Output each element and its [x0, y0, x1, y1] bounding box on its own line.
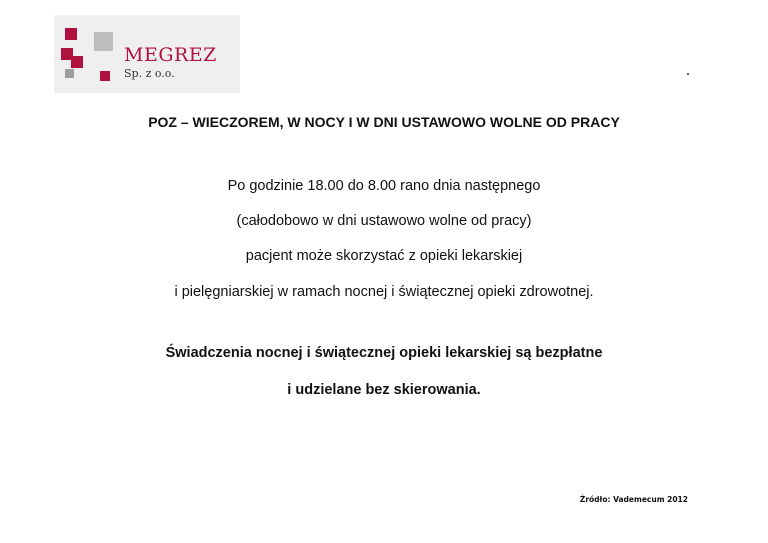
- body-line: pacjent może skorzystać z opieki lekarskiej: [245, 248, 523, 264]
- body-line: (całodobowo w dni ustawowo wolne od pracy): [236, 213, 532, 229]
- logo-square-red: [65, 28, 77, 40]
- emphasis-line: i udzielane bez skierowania.: [287, 382, 481, 398]
- page-title: POZ – WIECZOREM, W NOCY I W DNI USTAWOWO WOLNE OD PRACY: [148, 114, 620, 130]
- stray-dot: [687, 73, 689, 75]
- company-logo: [54, 15, 240, 93]
- logo-brand-name: MEGREZ: [124, 44, 217, 66]
- body-line: Po godzinie 18.00 do 8.00 rano dnia następnego: [227, 178, 541, 194]
- emphasis-line: Świadczenia nocnej i świątecznej opieki lekarskiej są bezpłatne: [165, 345, 603, 361]
- logo-square-gray: [94, 32, 113, 51]
- source-note: Źródło: Vademecum 2012: [579, 495, 688, 504]
- logo-square-gray: [65, 69, 74, 78]
- logo-square-red: [71, 56, 83, 68]
- logo-square-red: [100, 71, 110, 81]
- body-line: i pielęgniarskiej w ramach nocnej i świątecznej opieki zdrowotnej.: [174, 284, 594, 300]
- logo-company-type: Sp. z o.o.: [124, 67, 175, 80]
